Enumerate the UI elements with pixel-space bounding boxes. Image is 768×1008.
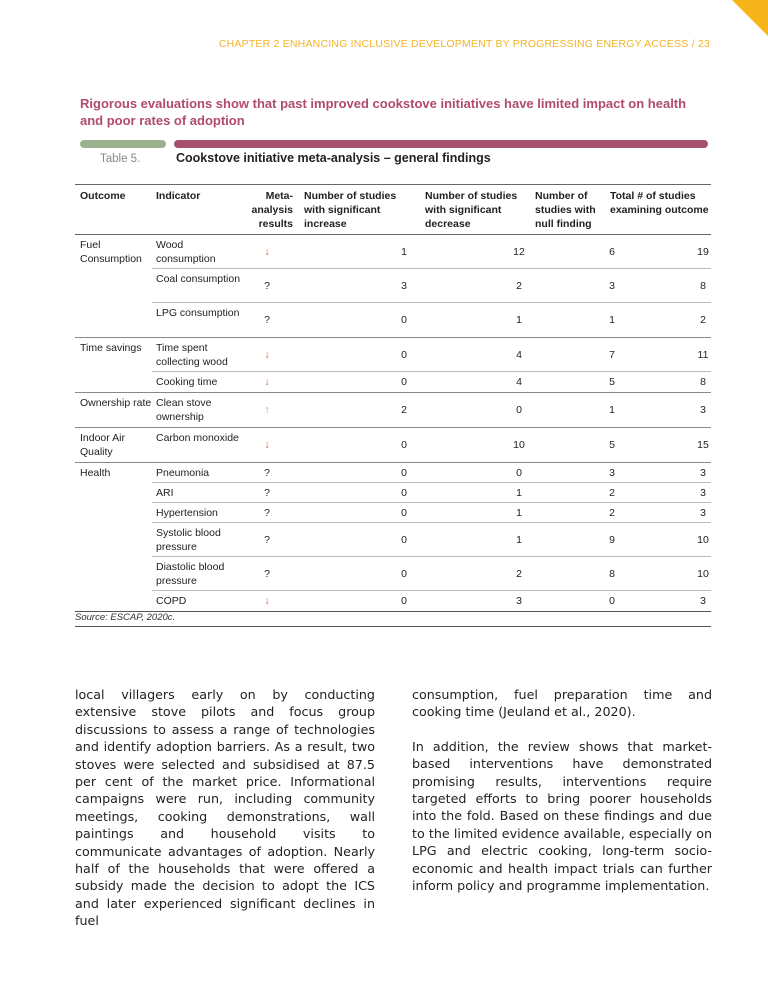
corner-decoration <box>732 0 768 36</box>
right-paragraph-1: consumption, fuel preparation time and cooking time (Jeuland et al., 2020). <box>412 687 712 720</box>
cell-decrease: 3 <box>516 595 522 607</box>
table-row <box>75 338 711 372</box>
source-divider <box>75 626 711 627</box>
cell-decrease: 12 <box>513 246 525 258</box>
table-title: Cookstove initiative meta-analysis – general findings <box>176 151 491 165</box>
cell-meta: ? <box>264 314 270 326</box>
accent-bar-rose <box>174 140 708 148</box>
findings-table <box>75 184 711 612</box>
table-row <box>75 303 711 338</box>
cell-indicator: COPD <box>156 595 187 607</box>
running-header <box>219 38 710 50</box>
table-row <box>75 393 711 428</box>
cell-increase: 0 <box>401 595 407 607</box>
cell-increase: 2 <box>401 404 407 416</box>
table-source: Source: ESCAP, 2020c. <box>75 612 176 623</box>
table-row <box>75 503 711 523</box>
table-row <box>75 235 711 269</box>
cell-total: 8 <box>700 280 706 292</box>
cell-total: 15 <box>697 439 709 451</box>
cell-null: 6 <box>609 246 615 258</box>
cell-total: 2 <box>700 314 706 326</box>
table-row <box>75 523 711 557</box>
cell-indicator: Clean stove ownership <box>156 397 212 423</box>
cell-total: 3 <box>700 467 706 479</box>
body-right-column <box>412 686 712 911</box>
cell-increase: 0 <box>401 467 407 479</box>
cell-total: 3 <box>700 595 706 607</box>
cell-increase: 0 <box>401 568 407 580</box>
arrow-down-icon: ↓ <box>264 439 270 451</box>
cell-null: 3 <box>609 467 615 479</box>
cell-increase: 0 <box>401 534 407 546</box>
body-left-column <box>75 686 375 947</box>
cell-decrease: 1 <box>516 534 522 546</box>
cell-increase: 3 <box>401 280 407 292</box>
table-header-row <box>75 184 711 235</box>
arrow-down-icon: ↓ <box>264 246 270 258</box>
table-row <box>75 269 711 303</box>
table-row <box>75 483 711 503</box>
cell-indicator: Systolic blood pressure <box>156 527 221 553</box>
cell-increase: 0 <box>401 507 407 519</box>
cell-null: 2 <box>609 507 615 519</box>
cell-indicator: Carbon monoxide <box>156 432 239 444</box>
table-row <box>75 591 711 612</box>
cell-meta: ? <box>264 507 270 519</box>
cell-decrease: 4 <box>516 349 522 361</box>
arrow-up-icon: ↑ <box>264 404 270 416</box>
cell-null: 7 <box>609 349 615 361</box>
running-title: CHAPTER 2 ENHANCING INCLUSIVE DEVELOPMENT BY PROGRESSING ENERGY ACCESS <box>218 38 689 50</box>
cell-outcome: Indoor Air Quality <box>80 432 125 458</box>
cell-indicator: Time spent collecting wood <box>156 342 228 368</box>
cell-meta: ? <box>264 534 270 546</box>
header-increase: Number of studies with significant increase <box>304 190 397 230</box>
header-null: Number of studies with null finding <box>535 190 596 230</box>
header-decrease: Number of studies with significant decrease <box>425 190 518 230</box>
cell-total: 8 <box>700 376 706 388</box>
cell-decrease: 1 <box>516 507 522 519</box>
cell-increase: 0 <box>401 349 407 361</box>
cell-increase: 0 <box>401 314 407 326</box>
cell-total: 3 <box>700 507 706 519</box>
left-paragraph: local villagers early on by conducting extensive stove pilots and focus group discussions to assess a range of technologies and identify adoption barriers. As a result, two stoves were selected and subsidised at 87.5 per cent of the market price. Informational campaigns were run, including community meetings, cooking demonstrations, wall paintings and household visits to communicate advantages of adoption. Nearly half of the households that were offered a subsidy made the decision to adopt the ICS and later experienced significant declines in fuel <box>75 687 375 929</box>
header-total: Total # of studies examining outcome <box>610 190 709 216</box>
cell-total: 3 <box>700 487 706 499</box>
cell-null: 0 <box>609 595 615 607</box>
cell-outcome: Ownership rate <box>80 397 152 409</box>
cell-null: 3 <box>609 280 615 292</box>
cell-indicator: Coal consumption <box>156 273 241 285</box>
cell-decrease: 1 <box>516 314 522 326</box>
cell-null: 5 <box>609 439 615 451</box>
cell-total: 11 <box>697 349 709 361</box>
cell-null: 1 <box>609 404 615 416</box>
cell-increase: 0 <box>401 376 407 388</box>
cell-decrease: 2 <box>516 280 522 292</box>
cell-indicator: Hypertension <box>156 507 218 519</box>
cell-indicator: ARI <box>156 487 174 499</box>
cell-indicator: Cooking time <box>156 376 218 388</box>
table-row <box>75 463 711 483</box>
cell-null: 8 <box>609 568 615 580</box>
cell-meta: ? <box>264 568 270 580</box>
cell-outcome: Time savings <box>80 342 142 354</box>
table-body <box>75 235 711 612</box>
cell-total: 10 <box>697 534 709 546</box>
page-number: / 23 <box>691 38 710 50</box>
arrow-down-icon: ↓ <box>264 595 270 607</box>
cell-indicator: Wood consumption <box>156 239 216 265</box>
cell-increase: 1 <box>401 246 407 258</box>
cell-decrease: 4 <box>516 376 522 388</box>
header-indicator: Indicator <box>156 190 201 202</box>
cell-total: 10 <box>697 568 709 580</box>
cell-null: 1 <box>609 314 615 326</box>
arrow-down-icon: ↓ <box>264 376 270 388</box>
accent-bar-green <box>80 140 166 148</box>
cell-meta: ? <box>264 487 270 499</box>
cell-indicator: LPG consumption <box>156 307 240 319</box>
table-row <box>75 428 711 463</box>
arrow-down-icon: ↓ <box>264 349 270 361</box>
cell-decrease: 0 <box>516 404 522 416</box>
table-row <box>75 557 711 591</box>
cell-outcome: Fuel Consumption <box>80 239 142 265</box>
cell-indicator: Pneumonia <box>156 467 210 479</box>
cell-decrease: 10 <box>513 439 525 451</box>
table-row <box>75 372 711 393</box>
cell-null: 9 <box>609 534 615 546</box>
cell-increase: 0 <box>401 439 407 451</box>
cell-meta: ? <box>264 467 270 479</box>
header-meta: Meta-analysis results <box>251 190 293 230</box>
cell-total: 19 <box>697 246 709 258</box>
cell-decrease: 2 <box>516 568 522 580</box>
right-paragraph-2: In addition, the review shows that market-based interventions have demonstrated promising results, interventions require targeted efforts to bring poorer households into the fold. Based on these findings and due to the limited evidence available, especially on LPG and electric cooking, long-term socio-economic and health impact trials can further inform policy and programme implementation. <box>412 738 712 894</box>
cell-decrease: 0 <box>516 467 522 479</box>
cell-null: 2 <box>609 487 615 499</box>
cell-meta: ? <box>264 280 270 292</box>
cell-increase: 0 <box>401 487 407 499</box>
cell-null: 5 <box>609 376 615 388</box>
cell-indicator: Diastolic blood pressure <box>156 561 225 587</box>
section-headline: Rigorous evaluations show that past improved cookstove initiatives have limited impact on health and poor rates of adoption <box>80 96 687 128</box>
cell-decrease: 1 <box>516 487 522 499</box>
header-outcome: Outcome <box>80 190 126 202</box>
cell-outcome: Health <box>80 467 111 479</box>
cell-total: 3 <box>700 404 706 416</box>
table-number: Table 5. <box>100 153 141 165</box>
